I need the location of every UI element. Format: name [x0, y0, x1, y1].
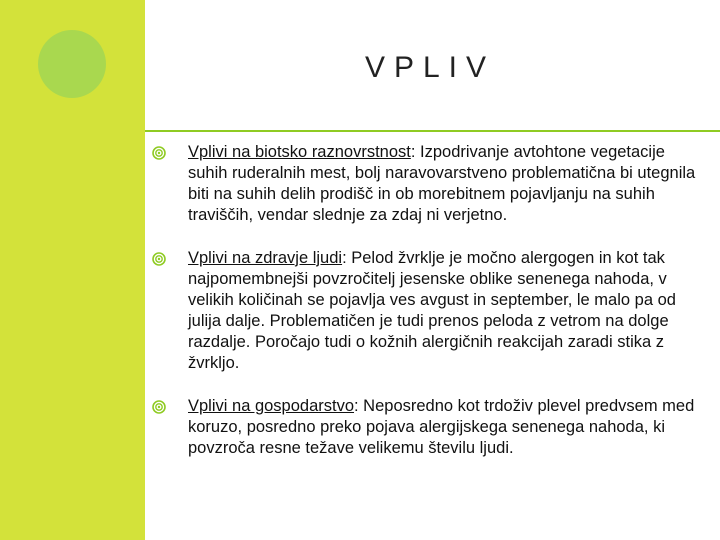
bullet-item — [152, 142, 707, 226]
slide-title: VPLIV — [364, 51, 496, 84]
target-bullet-icon — [152, 146, 166, 160]
bullet-item — [152, 396, 707, 459]
target-bullet-icon — [152, 400, 166, 414]
bullet-lead: Vplivi na biotsko raznovrstnost — [188, 143, 411, 161]
bullet-text: : Neposredno kot trdoživ plevel predvsem med koruzo, posredno preko pojava alergijskega senenega nahoda, ki povzroča resne težave velikemu številu ljudi. — [188, 397, 695, 457]
bullet-text: : Izpodrivanje avtohtone vegetacije suhih ruderalnih mest, bolj naravovarstveno problematična bi utegnila biti na suhih delih prodišč in ob morebitnem pojavljanju na suhih traviščih, vendar slednje za zdaj ni verjetno. — [188, 143, 696, 224]
bullet-lead: Vplivi na gospodarstvo — [188, 397, 355, 415]
bullet-list — [152, 142, 707, 481]
bullet-text: : Pelod žvrklje je močno alergogen in kot tak najpomembnejši povzročitelj jesenske oblike senenega nahoda, v velikih količinah se pojavlja ves avgust in september, le malo pa od julija dalje. Problematičen je tudi prenos peloda z vetrom na dolge razdalje. Poročajo tudi o kožnih alergičnih reakcijah zaradi stika z žvrkljo. — [188, 249, 676, 372]
bullet-item — [152, 248, 707, 374]
bullet-lead: Vplivi na zdravje ljudi — [188, 249, 343, 267]
target-bullet-icon — [152, 252, 166, 266]
decorative-circle — [38, 30, 106, 98]
